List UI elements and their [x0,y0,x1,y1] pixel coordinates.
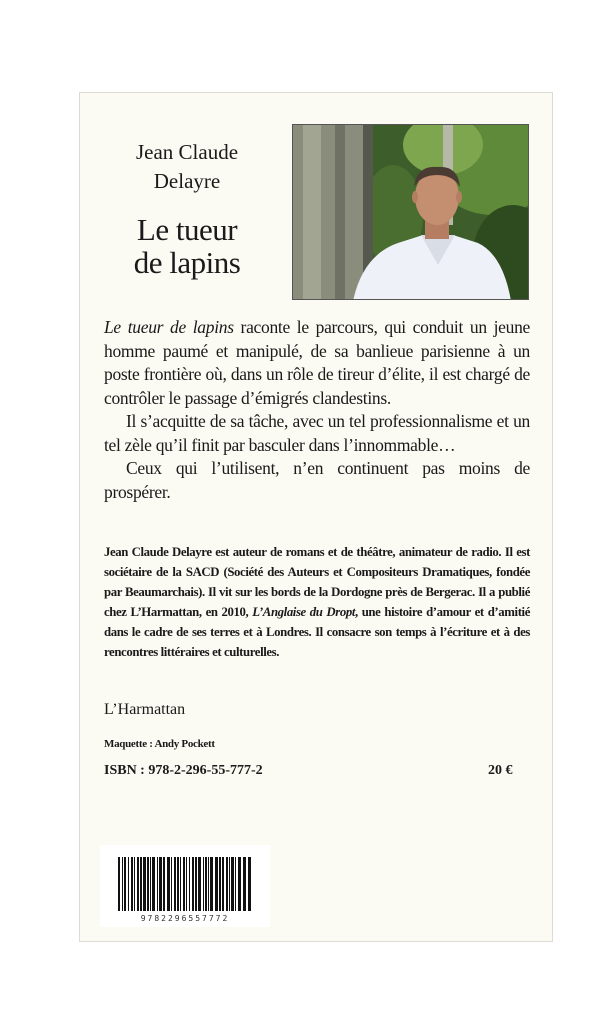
barcode-bar [189,857,190,911]
barcode-bar [231,857,234,911]
barcode-bar [226,857,228,911]
barcode-bar [118,857,120,911]
barcode-bar [177,857,179,911]
barcode-bar [159,857,162,911]
barcode-bar [248,857,251,911]
title-line-1: Le tueur [136,212,238,247]
barcode [100,845,270,927]
barcode-bar [134,857,135,911]
barcode-bar [128,857,129,911]
barcode-bar [215,857,218,911]
barcode-bar [122,857,123,911]
barcode-bar [157,857,158,911]
blurb-paragraph-1-text: raconte le parcours, qui conduit un jeune homme paumé et manipulé, de sa banlieue parisienne à un poste frontière où, dans un rôle de tireur d’élite, il est chargé de contrôler le passage d’émigrés clandestins. [104,317,530,408]
barcode-bar [137,857,139,911]
barcode-bar [219,857,221,911]
barcode-bar [183,857,185,911]
barcode-bar [208,857,209,911]
barcode-bar [195,857,197,911]
barcode-bar [152,857,155,911]
barcode-bar [235,857,236,911]
barcode-bar [229,857,230,911]
book-blurb [104,316,530,504]
bio-book-title: L’Anglaise du Dropt [252,605,355,619]
author-photo [292,124,529,300]
blurb-title-italic: Le tueur de lapins [104,317,234,337]
bio-text-start: Jean Claude Delayre est auteur de romans et de théâtre, animateur de radio. Il est sociétaire de la SACD (Société des Auteurs et Compositeurs Dramatiques, fondée par Beaumarchais). Il vit sur les bords de la Dordogne près de Bergerac. Il a publié chez L’Harmattan, en 2010, [104,545,530,619]
barcode-bar [180,857,181,911]
barcode-bar [238,857,241,911]
barcode-bar [174,857,176,911]
author-bio [104,542,530,662]
barcode-bar [210,857,213,911]
barcode-digits: 9782296557772 [140,914,230,923]
price: 20 € [488,763,513,778]
book-title [104,213,270,279]
author-name [108,138,266,196]
bio-text-end: , une histoire d’amour et d’amitié dans le cadre de ses terres et à Londres. Il consacre son temps à l’écriture et à des rencontres littéraires et culturelles. [104,605,530,659]
blurb-paragraph-2: Il s’acquitte de sa tâche, avec un tel professionnalisme et un tel zèle qu’il finit par basculer dans l’innommable… [104,411,530,455]
author-line-2: Delayre [153,169,221,193]
barcode-bar [143,857,146,911]
publisher-name: L’Harmattan [104,701,186,718]
barcode-bar [205,857,207,911]
author-portrait-image [293,125,529,300]
blurb-paragraph-1 [104,316,530,410]
blurb-paragraph-3: Ceux qui l’utilisent, n’en continuent pas moins de prospérer. [104,458,530,502]
barcode-bar [163,857,165,911]
isbn-number: ISBN : 978-2-296-55-777-2 [104,763,263,778]
barcode-bar [192,857,194,911]
title-line-2: de lapins [133,245,241,280]
barcode-bar [222,857,224,911]
barcode-bars [100,845,270,927]
barcode-bar [124,857,126,911]
barcode-bar [243,857,246,911]
barcode-bar [131,857,133,911]
maquette-credit: Maquette : Andy Pockett [104,738,215,750]
barcode-bar [150,857,151,911]
barcode-bar [147,857,149,911]
barcode-bar [186,857,187,911]
barcode-bar [140,857,142,911]
barcode-bar [198,857,201,911]
author-line-1: Jean Claude [135,140,239,164]
barcode-bar [203,857,204,911]
barcode-bar [167,857,170,911]
barcode-bar [171,857,172,911]
